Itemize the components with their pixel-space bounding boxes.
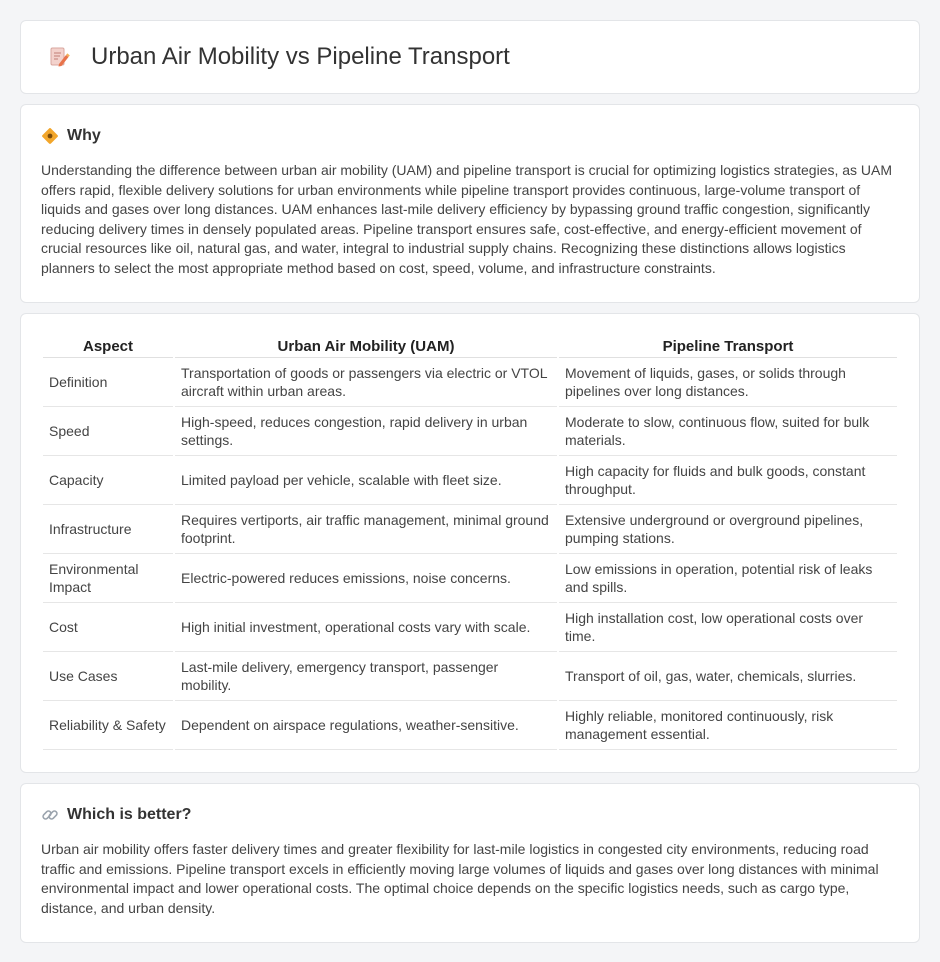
which-paragraph: Urban air mobility offers faster delivery times and greater flexibility for last-mile logistics in congested city environments, reducing road traffic and emissions. Pipeline transport excels in efficiently moving large volumes of liquids and gases over long distances with minimal environmental impact and lower operational costs. The optimal choice depends on the specific logistics needs, such as cargo type, distance, and urban density. — [41, 841, 879, 916]
pipeline-cell: High installation cost, low operational costs over time. — [559, 603, 897, 652]
pipeline-cell: Low emissions in operation, potential risk of leaks and spills. — [559, 554, 897, 603]
aspect-cell: Reliability & Safety — [43, 701, 173, 750]
header-pipeline: Pipeline Transport — [559, 334, 897, 358]
table-row — [43, 701, 897, 750]
table-row — [43, 456, 897, 505]
uam-cell: Transportation of goods or passengers via electric or VTOL aircraft within urban areas. — [175, 358, 557, 407]
uam-cell: High-speed, reduces congestion, rapid delivery in urban settings. — [175, 407, 557, 456]
table-row — [43, 603, 897, 652]
diamond-sign-icon — [41, 127, 59, 145]
why-section — [20, 104, 920, 303]
pipeline-cell: High capacity for fluids and bulk goods, constant throughput. — [559, 456, 897, 505]
table-row — [43, 554, 897, 603]
uam-cell: Limited payload per vehicle, scalable with fleet size. — [175, 456, 557, 505]
aspect-cell: Speed — [43, 407, 173, 456]
uam-cell: Electric-powered reduces emissions, noise concerns. — [175, 554, 557, 603]
pipeline-cell: Extensive underground or overground pipelines, pumping stations. — [559, 505, 897, 554]
uam-cell: Requires vertiports, air traffic management, minimal ground footprint. — [175, 505, 557, 554]
comparison-table-card — [20, 313, 920, 773]
table-row — [43, 505, 897, 554]
table-row — [43, 358, 897, 407]
pipeline-cell: Movement of liquids, gases, or solids through pipelines over long distances. — [559, 358, 897, 407]
aspect-cell: Environmental Impact — [43, 554, 173, 603]
table-header-row — [43, 334, 897, 358]
aspect-cell: Definition — [43, 358, 173, 407]
uam-cell: Dependent on airspace regulations, weather-sensitive. — [175, 701, 557, 750]
header-uam: Urban Air Mobility (UAM) — [175, 334, 557, 358]
uam-cell: Last-mile delivery, emergency transport, passenger mobility. — [175, 652, 557, 701]
header-card — [20, 20, 920, 94]
which-title: Which is better? — [67, 806, 192, 823]
link-icon — [41, 806, 59, 824]
aspect-cell: Infrastructure — [43, 505, 173, 554]
why-paragraph: Understanding the difference between urban air mobility (UAM) and pipeline transport is crucial for optimizing logistics strategies, as UAM offers rapid, flexible delivery solutions for urban environments while pipeline transport provides continuous, large-volume transport of liquids and gases over long distances. UAM enhances last-mile delivery efficiency by bypassing ground traffic congestion, significantly reducing delivery times in densely populated areas. Pipeline transport ensures safe, cost-effective, and energy-efficient movement of crucial resources like oil, natural gas, and water, integral to industrial supply chains. Recognizing these distinctions allows logistics planners to select the most appropriate method based on cost, speed, volume, and infrastructure constraints. — [41, 162, 893, 276]
uam-cell: High initial investment, operational costs vary with scale. — [175, 603, 557, 652]
aspect-cell: Cost — [43, 603, 173, 652]
which-section — [20, 783, 920, 943]
table-row — [43, 652, 897, 701]
which-heading — [41, 806, 899, 824]
pipeline-cell: Moderate to slow, continuous flow, suited for bulk materials. — [559, 407, 897, 456]
table-row — [43, 407, 897, 456]
page-title: Urban Air Mobility vs Pipeline Transport — [91, 43, 510, 70]
header-aspect: Aspect — [43, 334, 173, 358]
why-heading — [41, 127, 899, 145]
document-pencil-icon — [47, 45, 71, 69]
why-title: Why — [67, 127, 101, 144]
aspect-cell: Use Cases — [43, 652, 173, 701]
aspect-cell: Capacity — [43, 456, 173, 505]
pipeline-cell: Highly reliable, monitored continuously, risk management essential. — [559, 701, 897, 750]
pipeline-cell: Transport of oil, gas, water, chemicals, slurries. — [559, 652, 897, 701]
comparison-table — [41, 334, 899, 750]
